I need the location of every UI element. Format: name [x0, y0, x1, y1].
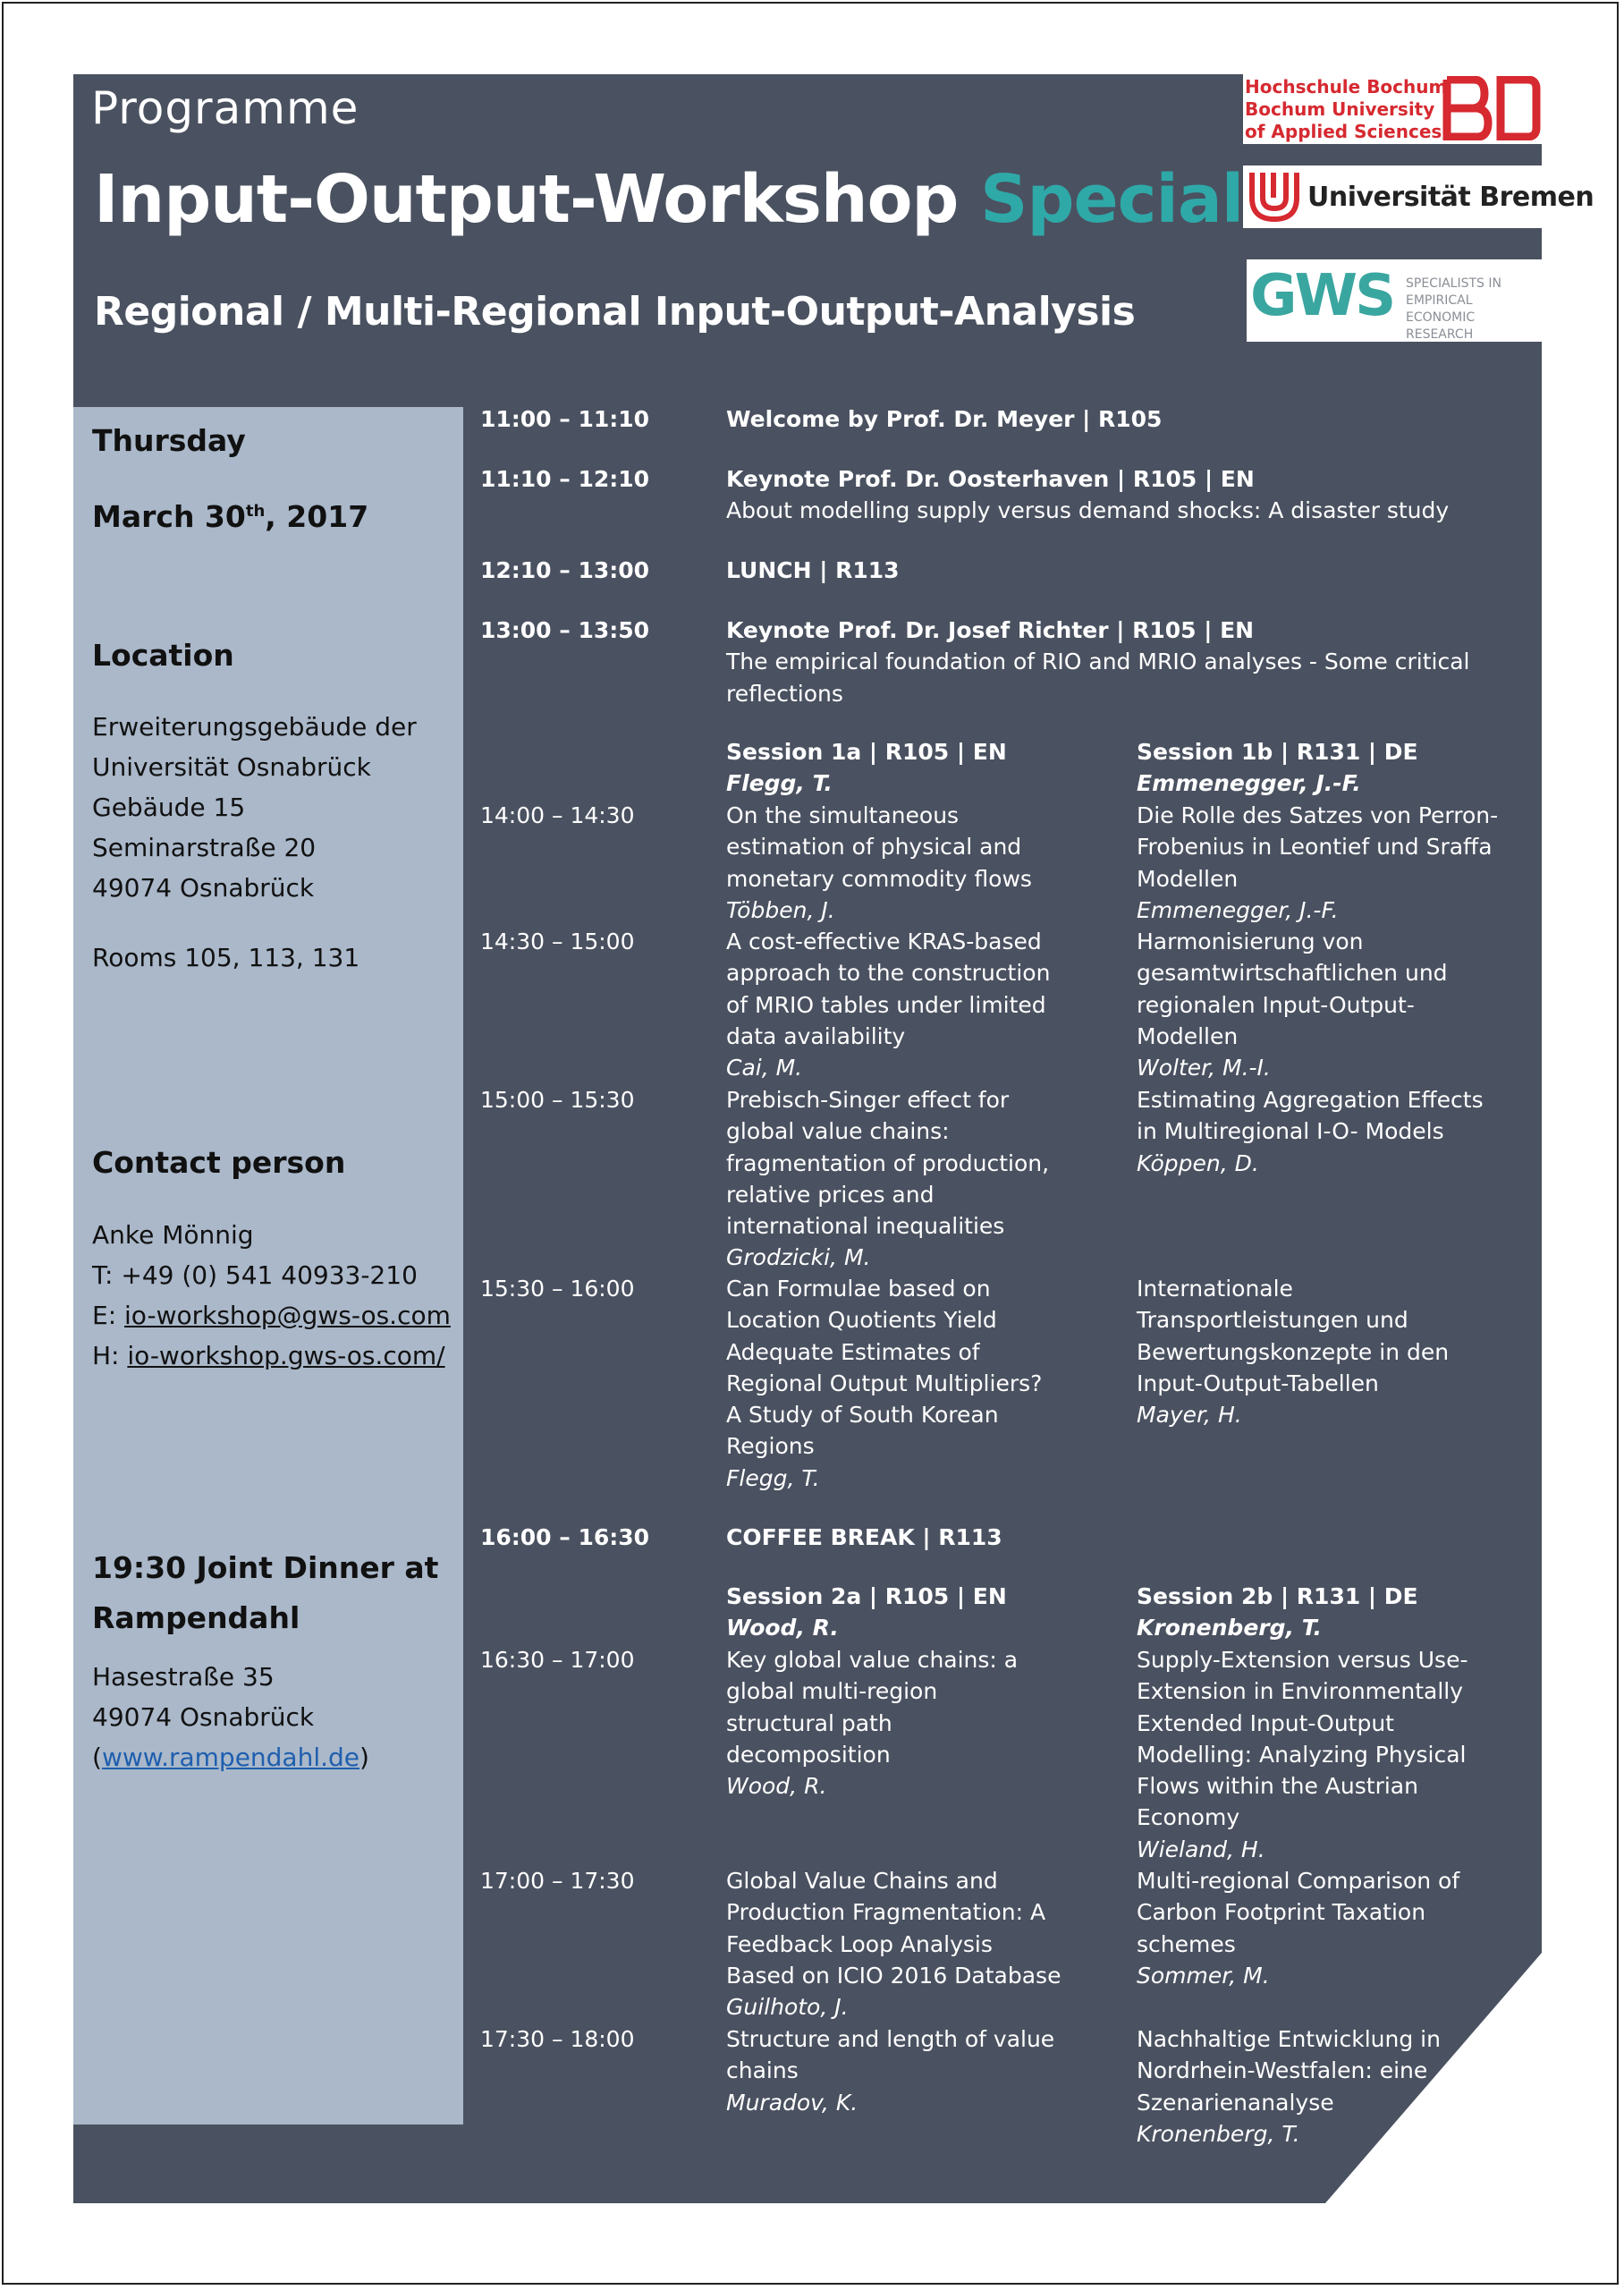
paper-1a-1: [726, 800, 1032, 926]
page-subtitle: Regional / Multi-Regional Input-Output-Analysis: [94, 289, 1136, 335]
paper-title-line: Feedback Loop Analysis: [726, 1930, 993, 1957]
paper-title-line: Modellen: [1137, 1022, 1239, 1049]
date-year: , 2017: [265, 499, 369, 534]
dinner-line-1: 19:30 Joint Dinner at: [92, 1550, 439, 1585]
time-slot: 14:30 – 15:00: [480, 929, 635, 954]
paper-title-line: Production Fragmentation: A: [726, 1899, 1046, 1926]
paper-title-line: in Multiregional I-O- Models: [1137, 1118, 1444, 1145]
paper-title-line: Regions: [726, 1433, 815, 1460]
paper-title-line: Key global value chains: a: [726, 1647, 1019, 1673]
session-chair: Kronenberg, T.: [1137, 1615, 1323, 1641]
paper-title-line: Harmonisierung von: [1137, 929, 1364, 954]
session-chair: Flegg, T.: [726, 770, 833, 797]
bremen-u-icon: [1247, 171, 1302, 223]
event-description: reflections: [726, 680, 843, 707]
contact-email-link[interactable]: io-workshop@gws-os.com: [124, 1301, 451, 1330]
location-address: [92, 707, 417, 908]
paper-author: Wood, R.: [726, 1773, 827, 1800]
paper-author: Wieland, H.: [1137, 1836, 1265, 1862]
paper-author: Flegg, T.: [726, 1464, 820, 1491]
paper-title-line: Transportleistungen und: [1137, 1307, 1408, 1334]
paper-author: Cai, M.: [726, 1055, 803, 1081]
paper-1b-3: [1137, 1084, 1484, 1179]
bochum-logo: [1243, 74, 1547, 144]
time-slot: 13:00 – 13:50: [480, 617, 650, 643]
time-slot: 12:10 – 13:00: [480, 557, 650, 583]
paper-title-line: Extended Input-Output: [1137, 1709, 1394, 1736]
paper-title-line: Multi-regional Comparison of: [1137, 1868, 1460, 1894]
location-heading: Location: [92, 638, 234, 673]
contact-web-line: [92, 1336, 451, 1376]
event-keynote-richter: [726, 615, 1469, 709]
paper-title-line: chains: [726, 2057, 799, 2084]
paper-2a-1: [726, 1644, 1018, 1802]
paper-1a-2: [726, 926, 1050, 1083]
session-chair: Emmenegger, J.-F.: [1137, 770, 1361, 797]
bremen-logo-text: Universität Bremen: [1307, 182, 1594, 213]
bochum-line-3: of Applied Sciences: [1245, 121, 1442, 142]
paper-author: Mayer, H.: [1137, 1402, 1242, 1429]
gws-tagline-3: RESEARCH: [1406, 327, 1474, 342]
paper-2a-2: [726, 1865, 1061, 2023]
session-1a-header: [726, 736, 1007, 800]
paper-title-line: Input-Output-Tabellen: [1137, 1370, 1379, 1396]
paper-title-line: Prebisch-Singer effect for: [726, 1087, 1010, 1113]
paper-title-line: relative prices and: [726, 1181, 935, 1208]
paper-title-line: regionalen Input-Output-: [1137, 991, 1415, 1018]
paper-title-line: schemes: [1137, 1930, 1236, 1957]
session-1b-header: [1137, 736, 1418, 800]
paper-1b-1: [1137, 800, 1498, 926]
paper-1b-2: [1137, 926, 1448, 1083]
event-description: About modelling supply versus demand shocks: A disaster study: [726, 497, 1450, 524]
paper-title-line: structural path: [726, 1709, 892, 1736]
session-title: Session 2b | R131 | DE: [1137, 1583, 1418, 1609]
dinner-link-line: [92, 1737, 369, 1777]
paper-title-line: global value chains:: [726, 1118, 950, 1145]
time-slot: 11:00 – 11:10: [480, 406, 650, 432]
gws-tagline-2: EMPIRICAL ECONOMIC: [1406, 293, 1476, 325]
paper-2b-1: [1137, 1644, 1468, 1865]
session-title: Session 1b | R131 | DE: [1137, 739, 1418, 765]
paper-title-line: gesamtwirtschaftlichen und: [1137, 960, 1448, 987]
paper-title-line: Bewertungskonzepte in den: [1137, 1338, 1450, 1365]
rooms: Rooms 105, 113, 131: [92, 943, 360, 972]
paper-title-line: Extension in Environmentally: [1137, 1678, 1464, 1705]
gws-tagline-1: SPECIALISTS IN: [1406, 276, 1501, 291]
sidebar: [73, 407, 463, 2125]
paper-title-line: of MRIO tables under limited: [726, 991, 1046, 1018]
date-suffix: th: [245, 502, 266, 521]
page-title: [94, 161, 1243, 238]
web-prefix: H:: [92, 1341, 128, 1370]
email-prefix: E:: [92, 1301, 125, 1330]
paper-title-line: international inequalities: [726, 1213, 1005, 1240]
paper-2b-2: [1137, 1865, 1459, 1991]
paper-title-line: fragmentation of production,: [726, 1149, 1050, 1176]
address-line: 49074 Osnabrück: [92, 873, 315, 903]
time-slot: 11:10 – 12:10: [480, 466, 650, 492]
contact-name: Anke Mönnig: [92, 1220, 254, 1250]
paper-title-line: Nordrhein-Westfalen: eine: [1137, 2057, 1428, 2084]
paper-author: Köppen, D.: [1137, 1149, 1259, 1176]
paper-title-line: monetary commodity flows: [726, 865, 1032, 892]
dinner-heading: [92, 1543, 438, 1643]
paper-1a-3: [726, 1084, 1049, 1274]
bochum-bo-icon: [1442, 76, 1542, 140]
paper-title-line: Regional Output Multipliers?: [726, 1370, 1043, 1396]
paper-2b-3: [1137, 2023, 1441, 2150]
paper-title-line: Location Quotients Yield: [726, 1307, 997, 1334]
paper-title-line: On the simultaneous: [726, 802, 960, 828]
paper-title-line: Internationale: [1137, 1276, 1293, 1302]
time-slot: 16:30 – 17:00: [480, 1647, 635, 1673]
event-keynote-oosterhaven: [726, 463, 1449, 527]
paper-author: Wolter, M.-I.: [1137, 1055, 1271, 1081]
contact-details: [92, 1215, 451, 1376]
address-line: Gebäude 15: [92, 793, 246, 822]
paper-title-line: Carbon Footprint Taxation: [1137, 1899, 1426, 1926]
paper-author: Emmenegger, J.-F.: [1137, 896, 1339, 923]
paper-title-line: Estimating Aggregation Effects: [1137, 1087, 1484, 1113]
time-slot: 15:00 – 15:30: [480, 1087, 635, 1113]
paper-1b-4: [1137, 1273, 1449, 1430]
contact-email-line: [92, 1295, 451, 1336]
event-lunch: LUNCH | R113: [726, 557, 900, 583]
contact-phone: T: +49 (0) 541 40933-210: [92, 1260, 418, 1290]
paper-1a-4: [726, 1273, 1042, 1494]
address-line: Universität Osnabrück: [92, 752, 371, 782]
gws-logo-text: GWS: [1250, 263, 1394, 329]
date-main: March 30: [92, 499, 246, 534]
event-description: The empirical foundation of RIO and MRIO analyses - Some critical: [726, 649, 1470, 675]
paper-title-line: Nachhaltige Entwicklung in: [1137, 2026, 1441, 2052]
paper-title-line: estimation of physical and: [726, 834, 1022, 861]
paper-title-line: Global Value Chains and: [726, 1868, 998, 1894]
day-heading: Thursday: [92, 423, 246, 458]
title-main: Input-Output-Workshop: [94, 161, 959, 238]
time-slot: 15:30 – 16:00: [480, 1276, 635, 1302]
paper-title-line: A Study of South Korean: [726, 1402, 999, 1429]
bremen-logo: [1243, 165, 1594, 228]
paper-title-line: Modellen: [1137, 865, 1239, 892]
paren-close: ): [359, 1743, 369, 1772]
gws-logo: [1247, 259, 1542, 342]
session-title: Session 1a | R105 | EN: [726, 739, 1007, 765]
gws-tagline: [1406, 276, 1542, 344]
paper-title-line: decomposition: [726, 1741, 891, 1768]
paper-author: Sommer, M.: [1137, 1962, 1270, 1989]
paper-2a-3: [726, 2023, 1054, 2118]
title-accent: Special: [980, 161, 1244, 238]
paper-title-line: Modelling: Analyzing Physical: [1137, 1741, 1467, 1768]
paper-title-line: Die Rolle des Satzes von Perron-: [1137, 802, 1499, 828]
paper-title-line: data availability: [726, 1022, 906, 1049]
dinner-address: [92, 1657, 369, 1777]
paper-title-line: Economy: [1137, 1804, 1240, 1831]
event-title: Keynote Prof. Dr. Oosterhaven | R105 | EN: [726, 466, 1255, 492]
time-slot: 17:00 – 17:30: [480, 1868, 635, 1894]
bochum-logo-text: [1245, 76, 1447, 143]
paper-title-line: Structure and length of value: [726, 2026, 1055, 2052]
paper-title-line: Flows within the Austrian: [1137, 1773, 1418, 1800]
dinner-street: Hasestraße 35: [92, 1662, 275, 1692]
session-title: Session 2a | R105 | EN: [726, 1583, 1007, 1609]
address-line: Erweiterungsgebäude der: [92, 712, 417, 742]
time-slot: 16:00 – 16:30: [480, 1524, 650, 1550]
paper-title-line: Szenarienanalyse: [1137, 2089, 1334, 2116]
paper-title-line: Supply-Extension versus Use-: [1137, 1647, 1468, 1673]
session-chair: Wood, R.: [726, 1615, 839, 1641]
programme-label: Programme: [91, 82, 359, 134]
contact-web-link[interactable]: io-workshop.gws-os.com/: [127, 1341, 445, 1370]
paper-author: Muradov, K.: [726, 2089, 859, 2116]
paper-title-line: Based on ICIO 2016 Database: [726, 1962, 1062, 1989]
paper-author: Guilhoto, J.: [726, 1994, 849, 2021]
paren-open: (: [92, 1743, 102, 1772]
paper-title-line: global multi-region: [726, 1678, 938, 1705]
session-2b-header: [1137, 1581, 1418, 1644]
contact-heading: Contact person: [92, 1145, 346, 1180]
dinner-line-2: Rampendahl: [92, 1600, 300, 1635]
event-welcome: Welcome by Prof. Dr. Meyer | R105: [726, 406, 1163, 432]
paper-author: Grodzicki, M.: [726, 1244, 871, 1271]
paper-title-line: Frobenius in Leontief und Sraffa: [1137, 834, 1493, 861]
paper-title-line: approach to the construction: [726, 960, 1051, 987]
session-2a-header: [726, 1581, 1007, 1644]
bochum-line-1: Hochschule Bochum: [1245, 76, 1448, 98]
date-heading: [92, 499, 368, 534]
time-slot: 17:30 – 18:00: [480, 2026, 635, 2052]
paper-author: Többen, J.: [726, 896, 835, 923]
paper-author: Kronenberg, T.: [1137, 2120, 1300, 2147]
paper-title-line: A cost-effective KRAS-based: [726, 929, 1042, 954]
paper-title-line: Can Formulae based on: [726, 1276, 991, 1302]
time-slot: 14:00 – 14:30: [480, 802, 635, 828]
dinner-city: 49074 Osnabrück: [92, 1702, 315, 1732]
address-line: Seminarstraße 20: [92, 833, 317, 862]
bochum-line-2: Bochum University: [1245, 98, 1435, 120]
event-title: Keynote Prof. Dr. Josef Richter | R105 | EN: [726, 617, 1255, 643]
event-coffee-break: COFFEE BREAK | R113: [726, 1524, 1002, 1550]
rampendahl-link[interactable]: www.rampendahl.de: [101, 1743, 360, 1772]
paper-title-line: Adequate Estimates of: [726, 1338, 980, 1365]
